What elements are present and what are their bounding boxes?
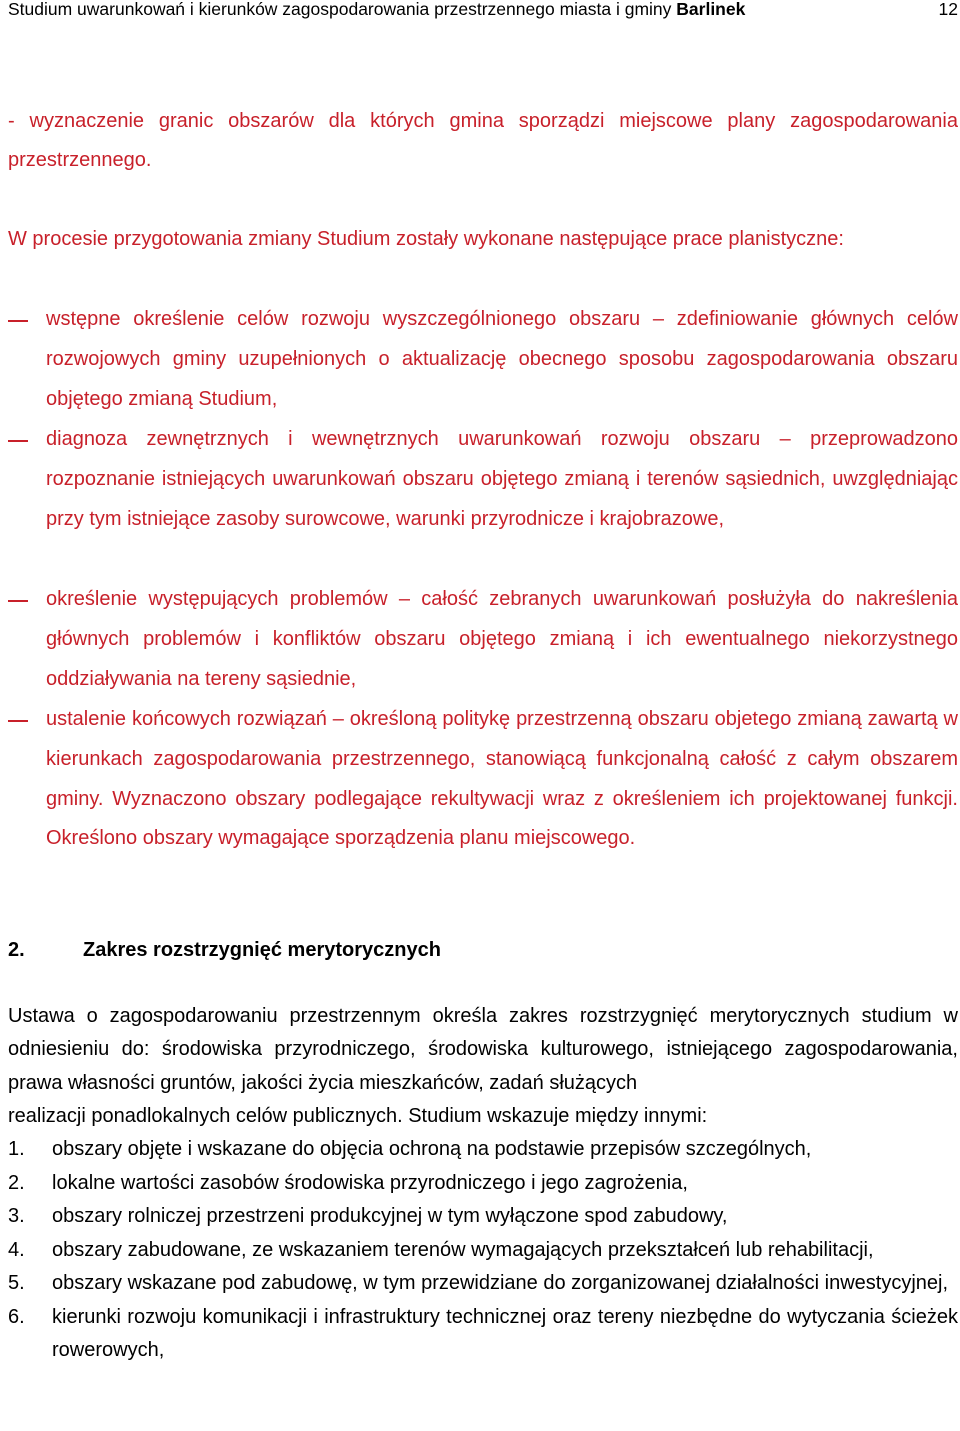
bullet-item [8, 580, 958, 699]
item-text: obszary wskazane pod zabudowę, w tym przewidziane do zorganizowanej działalności inwestycyjnej, [52, 1272, 949, 1294]
page-number: 12 [938, 0, 958, 19]
item-text: lokalne wartości zasobów środowiska przyrodniczego i jego zagrożenia, [52, 1171, 688, 1194]
numbered-item [8, 1234, 958, 1268]
bullet-item [8, 300, 958, 419]
bullet-text: ustalenie końcowych rozwiązań – określoną politykę przestrzenną obszaru objetego zmianą zawartą w kierunkach zagospodarowania przestrzennego, stanowiącą funkcjonalną całość z całym obszarem gminy. Wyznaczono obszary podlegające rekultywacji wraz z określeniem ich projektowanej funkcji. Określono obszary wymagające sporządzenia planu miejscowego. [46, 708, 958, 850]
intro-text: - wyznaczenie granic obszarów dla których gmina sporządzi miejscowe plany zagospodarowania przestrzennego. [8, 110, 958, 171]
ustawa-last-line: realizacji ponadlokalnych celów publicznych. Studium wskazuje między innymi: [8, 1104, 708, 1127]
item-text: obszary rolniczej przestrzeni produkcyjnej w tym wyłączone spod zabudowy, [52, 1205, 728, 1227]
header-title-prefix: Studium uwarunkowań i kierunków zagospodarowania przestrzennego miasta i gminy [8, 0, 672, 19]
item-text: kierunki rozwoju komunikacji i infrastruktury technicznej oraz tereny niezbędne do wytyczania ścieżek rowerowych, [52, 1305, 958, 1361]
item-number: 4. [8, 1238, 25, 1261]
dash-marker [8, 720, 28, 722]
numbered-item [8, 1167, 958, 1201]
dash-marker [8, 600, 28, 602]
ustawa-paragraph [8, 1000, 958, 1133]
bullet-text: diagnoza zewnętrznych i wewnętrznych uwarunkowań rozwoju obszaru – przeprowadzono rozpoznanie istniejących uwarunkowań obszaru objętego zmianą i terenów sąsiednich, uwzględniając przy tym istniejące zasoby surowcowe, warunki przyrodnicze i krajobrazowe, [46, 428, 958, 530]
item-number: 1. [8, 1138, 25, 1160]
page-header [8, 0, 958, 19]
numbered-item [8, 1133, 958, 1167]
work-paragraph [8, 220, 958, 259]
numbered-list [8, 1133, 958, 1368]
item-text: obszary objęte i wskazane do objęcia ochroną na podstawie przepisów szczególnych, [52, 1138, 812, 1160]
work-paragraph-text: W procesie przygotowania zmiany Studium zostały wykonane następujące prace planistyczne: [8, 228, 844, 250]
numbered-item [8, 1301, 958, 1368]
section-heading [8, 936, 708, 964]
item-text: obszary zabudowane, ze wskazaniem terenów wymagających przekształceń lub rehabilitacji, [52, 1238, 874, 1261]
bullet-item [8, 420, 958, 539]
numbered-item [8, 1200, 958, 1234]
ustawa-text: Ustawa o zagospodarowaniu przestrzennym określa zakres rozstrzygnięć merytorycznych studium w odniesieniu do: środowiska przyrodniczego, środowiska kulturowego, istniejącego zagospodarowania, prawa własności gruntów, jakości życia mieszkańców, zadań służących [8, 1005, 958, 1094]
numbered-item [8, 1267, 958, 1301]
bullet-text: wstępne określenie celów rozwoju wyszczególnionego obszaru – zdefiniowanie głównych celów rozwojowych gminy uzupełnionych o aktualizację obecnego sposobu zagospodarowania obszaru objętego zmianą Studium, [46, 308, 958, 410]
header-title [8, 0, 745, 19]
item-number: 6. [8, 1305, 25, 1328]
item-number: 5. [8, 1272, 25, 1294]
item-number: 2. [8, 1171, 25, 1194]
bullet-text: określenie występujących problemów – całość zebranych uwarunkowań posłużyła do nakreślenia głównych problemów i konfliktów obszaru objętego zmianą i ich ewentualnego niekorzystnego oddziaływania na tereny sąsiednie, [46, 588, 958, 690]
section-number: 2. [8, 939, 25, 961]
dash-marker [8, 440, 28, 442]
header-title-bold: Barlinek [676, 0, 746, 19]
item-number: 3. [8, 1205, 25, 1227]
intro-paragraph [8, 102, 958, 180]
bullet-item [8, 700, 958, 859]
dash-marker [8, 320, 28, 322]
section-title: Zakres rozstrzygnięć merytorycznych [83, 939, 441, 961]
